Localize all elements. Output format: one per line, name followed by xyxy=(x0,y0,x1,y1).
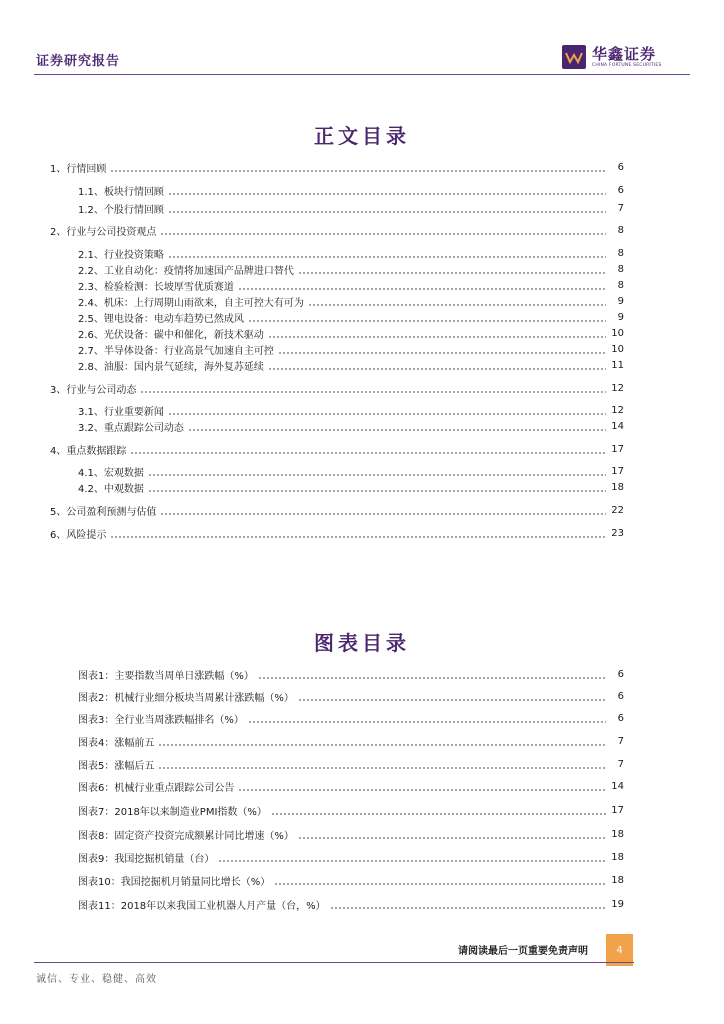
disclaimer-link[interactable]: 请阅读最后一页重要免责声明 xyxy=(458,946,588,957)
toc-entry-label: 2.2、工业自动化：疫情将加速国产品牌进口替代 xyxy=(78,265,294,277)
toc-entry-page: 10 xyxy=(611,343,624,355)
figure-entry[interactable] xyxy=(78,778,624,794)
dot-leader xyxy=(274,872,606,888)
figure-entry-page: 7 xyxy=(617,735,624,747)
company-motto: 诚信、专业、稳健、高效 xyxy=(36,974,157,985)
dot-leader xyxy=(248,309,606,325)
figure-entry-page: 6 xyxy=(617,690,624,702)
toc-entry-page: 8 xyxy=(617,279,624,291)
toc-entry-label: 3.2、重点跟踪公司动态 xyxy=(78,422,184,434)
toc-entry-label: 4.2、中观数据 xyxy=(78,483,144,495)
toc-entry-label: 2.8、油服：国内景气延续，海外复苏延续 xyxy=(78,361,264,373)
toc-entry[interactable] xyxy=(78,293,624,309)
dot-leader xyxy=(168,245,606,261)
figure-entry-page: 19 xyxy=(611,898,624,910)
dot-leader xyxy=(268,325,606,341)
toc-entry-page: 6 xyxy=(617,184,624,196)
figure-entry-page: 6 xyxy=(617,712,624,724)
figure-entry-label: 图表11：2018年以来我国工业机器人月产量（台，%） xyxy=(78,900,326,912)
figure-entry-page: 18 xyxy=(611,828,624,840)
figures-title: 图表目录 xyxy=(314,631,410,655)
dot-leader xyxy=(168,402,606,418)
brand-name-cn: 华鑫证券 xyxy=(592,44,657,63)
toc-entry-page: 17 xyxy=(611,443,624,455)
dot-leader xyxy=(268,357,606,373)
toc-entry-page: 18 xyxy=(611,481,624,493)
toc-entry-label: 4、重点数据跟踪 xyxy=(50,445,127,457)
figure-entry-label: 图表9：我国挖掘机销量（台） xyxy=(78,853,215,865)
dot-leader xyxy=(188,418,606,434)
toc-entry-page: 11 xyxy=(611,359,624,371)
toc-entry-label: 2.3、检验检测：长坡厚雪优质赛道 xyxy=(78,281,234,293)
figure-entry[interactable] xyxy=(78,802,624,818)
toc-entry[interactable] xyxy=(50,441,624,457)
figure-entry-page: 7 xyxy=(617,758,624,770)
toc-entry[interactable] xyxy=(78,418,624,434)
figure-entry-label: 图表5：涨幅后五 xyxy=(78,760,155,772)
toc-entry-page: 23 xyxy=(611,527,624,539)
figure-entry-page: 18 xyxy=(611,874,624,886)
toc-entry[interactable] xyxy=(78,200,624,216)
figure-entry[interactable] xyxy=(78,849,624,865)
dot-leader xyxy=(160,502,606,518)
toc-entry[interactable] xyxy=(78,479,624,495)
toc-entry[interactable] xyxy=(78,309,624,325)
toc-entry-label: 2.1、行业投资策略 xyxy=(78,249,164,261)
toc-entry-page: 9 xyxy=(617,295,624,307)
dot-leader xyxy=(248,710,606,726)
dot-leader xyxy=(298,261,606,277)
page-number: 4 xyxy=(606,934,633,966)
logo-mark-icon xyxy=(562,45,586,69)
toc-title: 正文目录 xyxy=(314,124,410,148)
figure-entry-label: 图表4：涨幅前五 xyxy=(78,737,155,749)
dot-leader xyxy=(168,182,606,198)
figure-entry[interactable] xyxy=(78,688,624,704)
figure-entry[interactable] xyxy=(78,756,624,772)
dot-leader xyxy=(168,200,606,216)
toc-entry[interactable] xyxy=(50,222,624,238)
toc-entry-label: 2.5、锂电设备：电动车趋势已然成风 xyxy=(78,313,244,325)
figure-entry-label: 图表2：机械行业细分板块当周累计涨跌幅（%） xyxy=(78,692,294,704)
figure-entry[interactable] xyxy=(78,710,624,726)
brand-logo xyxy=(562,45,662,69)
figure-entry[interactable] xyxy=(78,666,624,682)
figure-entry[interactable] xyxy=(78,826,624,842)
report-type-label: 证券研究报告 xyxy=(36,54,121,69)
dot-leader xyxy=(238,277,606,293)
toc-entry[interactable] xyxy=(78,341,624,357)
toc-entry-page: 12 xyxy=(611,404,624,416)
toc-entry[interactable] xyxy=(78,182,624,198)
toc-entry-label: 1、行情回顾 xyxy=(50,163,107,175)
toc-entry-page: 8 xyxy=(617,263,624,275)
toc-entry[interactable] xyxy=(78,261,624,277)
toc-entry[interactable] xyxy=(78,463,624,479)
toc-entry-label: 1.2、个股行情回顾 xyxy=(78,204,164,216)
toc-entry[interactable] xyxy=(78,357,624,373)
figure-entry-label: 图表10：我国挖掘机月销量同比增长（%） xyxy=(78,876,271,888)
figure-entry[interactable] xyxy=(78,896,624,912)
toc-entry-label: 4.1、宏观数据 xyxy=(78,467,144,479)
figure-entry-label: 图表3：全行业当周涨跌幅排名（%） xyxy=(78,714,244,726)
toc-entry[interactable] xyxy=(78,325,624,341)
dot-leader xyxy=(330,896,606,912)
toc-entry[interactable] xyxy=(50,502,624,518)
dot-leader xyxy=(130,441,606,457)
brand-name-en: CHINA FORTUNE SECURITIES xyxy=(592,62,662,68)
toc-entry[interactable] xyxy=(50,380,624,396)
toc-entry-label: 2、行业与公司投资观点 xyxy=(50,226,157,238)
dot-leader xyxy=(110,525,606,541)
toc-entry-label: 2.7、半导体设备：行业高景气加速自主可控 xyxy=(78,345,274,357)
toc-entry-page: 8 xyxy=(617,224,624,236)
figure-entry-page: 18 xyxy=(611,851,624,863)
figure-entry-label: 图表7：2018年以来制造业PMI指数（%） xyxy=(78,806,267,818)
toc-entry-page: 7 xyxy=(617,202,624,214)
dot-leader xyxy=(308,293,606,309)
toc-entry-label: 2.4、机床：上行周期山雨欲来，自主可控大有可为 xyxy=(78,297,304,309)
dot-leader xyxy=(298,688,606,704)
toc-entry-page: 12 xyxy=(611,382,624,394)
dot-leader xyxy=(298,826,606,842)
toc-entry[interactable] xyxy=(78,245,624,261)
dot-leader xyxy=(258,666,606,682)
toc-entry-page: 14 xyxy=(611,420,624,432)
figure-entry-label: 图表6：机械行业重点跟踪公司公告 xyxy=(78,782,235,794)
dot-leader xyxy=(278,341,606,357)
dot-leader xyxy=(140,380,606,396)
toc-entry[interactable] xyxy=(78,402,624,418)
footer-divider xyxy=(34,962,634,963)
dot-leader xyxy=(148,479,606,495)
figure-entry-page: 14 xyxy=(611,780,624,792)
figure-entry[interactable] xyxy=(78,733,624,749)
dot-leader xyxy=(158,733,606,749)
dot-leader xyxy=(110,159,606,175)
figure-entry-page: 17 xyxy=(611,804,624,816)
toc-entry-page: 17 xyxy=(611,465,624,477)
figure-entry[interactable] xyxy=(78,872,624,888)
dot-leader xyxy=(238,778,606,794)
toc-entry-label: 1.1、板块行情回顾 xyxy=(78,186,164,198)
toc-entry[interactable] xyxy=(78,277,624,293)
figure-entry-page: 6 xyxy=(617,668,624,680)
toc-entry-page: 10 xyxy=(611,327,624,339)
toc-entry-label: 3、行业与公司动态 xyxy=(50,384,137,396)
dot-leader xyxy=(158,756,606,772)
dot-leader xyxy=(218,849,606,865)
toc-entry-label: 6、风险提示 xyxy=(50,529,107,541)
toc-entry-label: 3.1、行业重要新闻 xyxy=(78,406,164,418)
toc-entry-page: 22 xyxy=(611,504,624,516)
toc-entry-page: 8 xyxy=(617,247,624,259)
toc-entry-label: 2.6、光伏设备：碳中和催化，新技术驱动 xyxy=(78,329,264,341)
dot-leader xyxy=(271,802,606,818)
figure-entry-label: 图表8：固定资产投资完成额累计同比增速（%） xyxy=(78,830,294,842)
toc-entry-label: 5、公司盈利预测与估值 xyxy=(50,506,157,518)
header-divider xyxy=(34,74,690,75)
toc-entry[interactable] xyxy=(50,159,624,175)
figure-entry-label: 图表1：主要指数当周单日涨跌幅（%） xyxy=(78,670,254,682)
toc-entry-page: 9 xyxy=(617,311,624,323)
toc-entry[interactable] xyxy=(50,525,624,541)
dot-leader xyxy=(160,222,606,238)
dot-leader xyxy=(148,463,606,479)
toc-entry-page: 6 xyxy=(617,161,624,173)
